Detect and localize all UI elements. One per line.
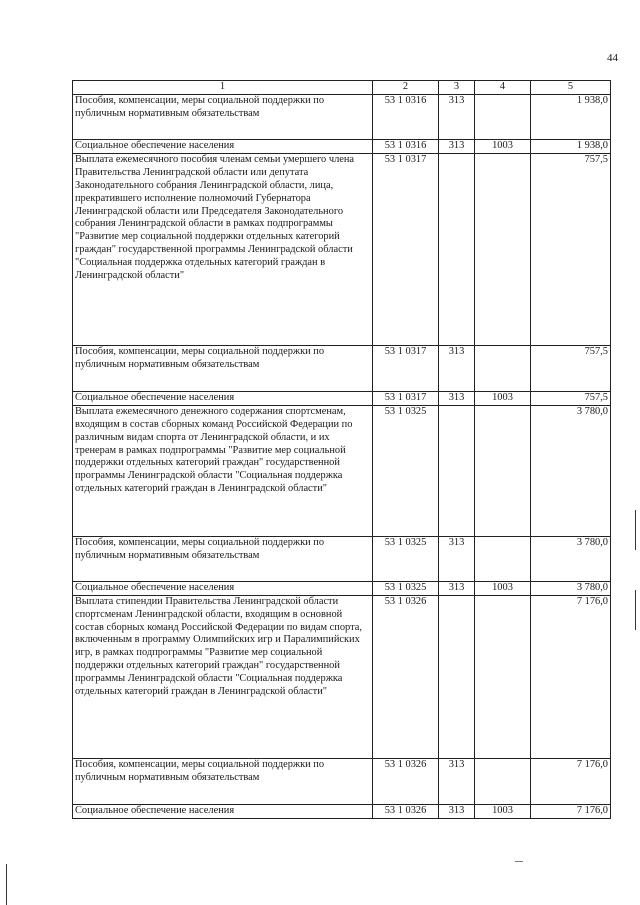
cell-amount: 7 176,0: [531, 804, 611, 818]
cell-section: [475, 595, 531, 758]
cell-section: [475, 345, 531, 391]
cell-name: Социальное обеспечение населения: [73, 391, 373, 405]
table-row: [73, 153, 611, 345]
scan-edge-mark: [6, 864, 7, 905]
cell-expense-type: 313: [439, 758, 475, 804]
cell-section: 1003: [475, 804, 531, 818]
cell-name: Пособия, компенсации, меры социальной поддержки по публичным нормативным обязательствам: [73, 536, 373, 581]
table-row: [73, 391, 611, 405]
cell-name: Социальное обеспечение населения: [73, 804, 373, 818]
cell-section: [475, 405, 531, 536]
cell-target-code: 53 1 0325: [373, 536, 439, 581]
cell-target-code: 53 1 0317: [373, 345, 439, 391]
cell-expense-type: 313: [439, 391, 475, 405]
table-row: [73, 804, 611, 818]
cell-name: Социальное обеспечение населения: [73, 581, 373, 595]
table-row: [73, 595, 611, 758]
cell-amount: 757,5: [531, 345, 611, 391]
cell-name: Пособия, компенсации, меры социальной поддержки по публичным нормативным обязательствам: [73, 95, 373, 140]
cell-name: Выплата ежемесячного пособия членам семьи умершего члена Правительства Ленинградской области или депутата Законодательного собрания Ленинградской области, лица, прекратившего исполнение полномочий Губернатора Ленинградской области или Председателя Законодательного собрания Ленинградской области в рамках подпрограммы "Развитие мер социальной поддержки отдельных категорий граждан" государственной программы Ленинградской области "Социальная поддержка отдельных категорий граждан в Ленинградской области": [73, 153, 373, 345]
scan-edge-mark: [635, 510, 636, 550]
column-header: 4: [475, 81, 531, 95]
cell-target-code: 53 1 0326: [373, 595, 439, 758]
cell-target-code: 53 1 0325: [373, 581, 439, 595]
table-row: [73, 758, 611, 804]
column-header: 3: [439, 81, 475, 95]
cell-target-code: 53 1 0317: [373, 391, 439, 405]
cell-amount: 1 938,0: [531, 140, 611, 154]
cell-section: [475, 758, 531, 804]
cell-name: Выплата ежемесячного денежного содержания спортсменам, входящим в состав сборных команд Российской Федерации по различным видам спорта от Ленинградской области, и их тренерам в рамках подпрограммы "Развитие мер социальной поддержки отдельных категорий граждан" государственной программы Ленинградской области "Социальная поддержка отдельных категорий граждан в Ленинградской области": [73, 405, 373, 536]
cell-expense-type: 313: [439, 95, 475, 140]
cell-target-code: 53 1 0316: [373, 95, 439, 140]
cell-target-code: 53 1 0326: [373, 758, 439, 804]
cell-target-code: 53 1 0316: [373, 140, 439, 154]
table-row: [73, 405, 611, 536]
cell-expense-type: [439, 153, 475, 345]
cell-amount: 1 938,0: [531, 95, 611, 140]
cell-expense-type: [439, 595, 475, 758]
cell-amount: 3 780,0: [531, 536, 611, 581]
table-row: [73, 536, 611, 581]
cell-expense-type: 313: [439, 581, 475, 595]
cell-expense-type: [439, 405, 475, 536]
page-number: 44: [607, 52, 618, 64]
cell-target-code: 53 1 0317: [373, 153, 439, 345]
cell-name: Социальное обеспечение населения: [73, 140, 373, 154]
scan-edge-mark: [635, 590, 636, 630]
cell-section: [475, 153, 531, 345]
table-row: [73, 581, 611, 595]
cell-section: 1003: [475, 140, 531, 154]
budget-table: [72, 80, 611, 819]
cell-amount: 757,5: [531, 153, 611, 345]
table-row: [73, 95, 611, 140]
cell-expense-type: 313: [439, 804, 475, 818]
cell-amount: 7 176,0: [531, 595, 611, 758]
cell-expense-type: 313: [439, 536, 475, 581]
cell-target-code: 53 1 0326: [373, 804, 439, 818]
table-header-row: [73, 81, 611, 95]
table-row: [73, 140, 611, 154]
cell-target-code: 53 1 0325: [373, 405, 439, 536]
column-header: 5: [531, 81, 611, 95]
cell-section: [475, 536, 531, 581]
cell-expense-type: 313: [439, 345, 475, 391]
cell-amount: 7 176,0: [531, 758, 611, 804]
table-row: [73, 345, 611, 391]
cell-expense-type: 313: [439, 140, 475, 154]
cell-name: Пособия, компенсации, меры социальной поддержки по публичным нормативным обязательствам: [73, 758, 373, 804]
scan-dash-mark: [515, 861, 523, 862]
cell-section: [475, 95, 531, 140]
cell-amount: 3 780,0: [531, 405, 611, 536]
cell-section: 1003: [475, 391, 531, 405]
column-header: 2: [373, 81, 439, 95]
cell-name: Пособия, компенсации, меры социальной поддержки по публичным нормативным обязательствам: [73, 345, 373, 391]
cell-amount: 757,5: [531, 391, 611, 405]
cell-section: 1003: [475, 581, 531, 595]
cell-name: Выплата стипендии Правительства Ленинградской области спортсменам Ленинградской области, входящим в основной состав сборных команд Российской Федерации по видам спорта, включенным в программу Олимпийских игр и Паралимпийских игр, в рамках подпрограммы "Развитие мер социальной поддержки отдельных категорий граждан" государственной программы Ленинградской области "Социальная поддержка отдельных категорий граждан в Ленинградской области": [73, 595, 373, 758]
cell-amount: 3 780,0: [531, 581, 611, 595]
column-header: 1: [73, 81, 373, 95]
